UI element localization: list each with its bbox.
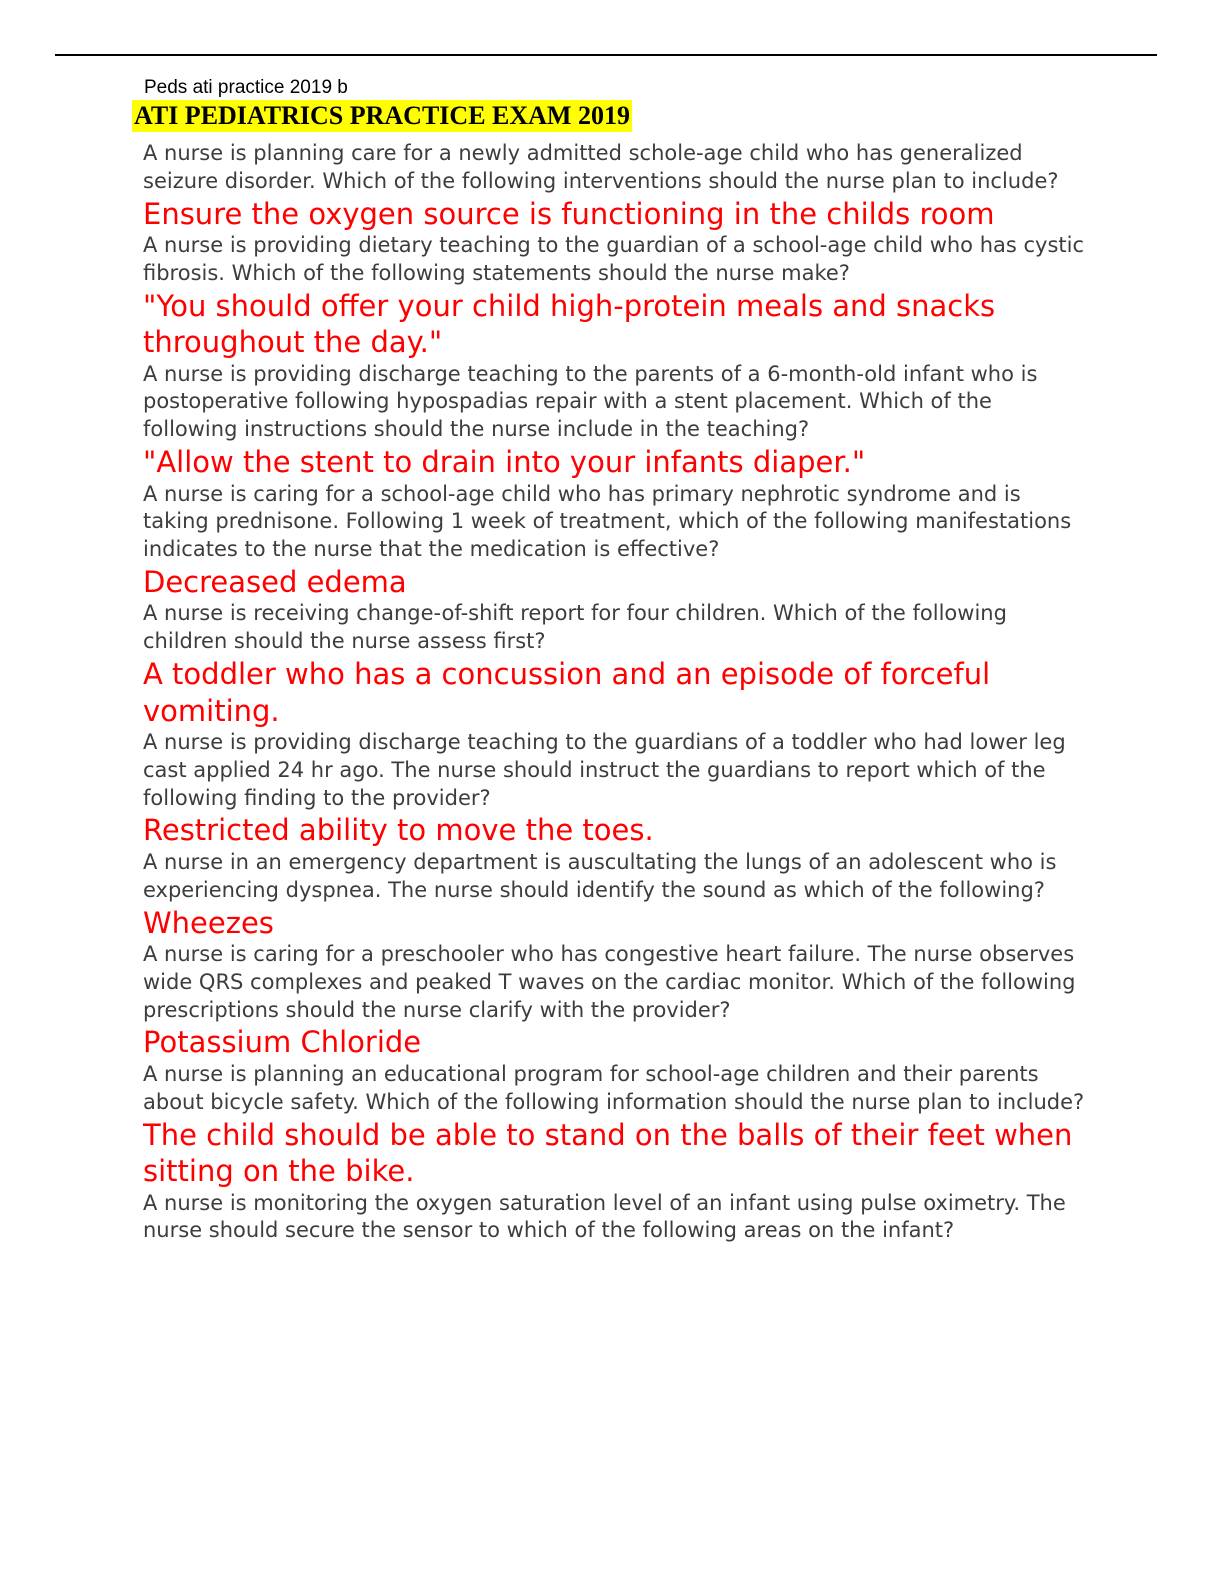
question-1: A nurse is planning care for a newly admitted schole-age child who has generalized seizure disorder. Which of the following interventions should the nurse plan to include? [143,141,1059,193]
question-9: A nurse is planning an educational program for school-age children and their parents about bicycle safety. Which of the following information should the nurse plan to include? [143,1061,1085,1114]
answer-1: Ensure the oxygen source is functioning in the childs room [143,196,995,231]
qa-list [143,140,1093,1245]
answer-7: Wheezes [143,905,274,940]
question-7: A nurse in an emergency department is auscultating the lungs of an adolescent who is experiencing dyspnea. The nurse should identify the sound as which of the following? [143,849,1057,902]
answer-2: "You should offer your child high-protein meals and snacks throughout the day." [143,288,996,360]
answer-9: The child should be able to stand on the balls of their feet when sitting on the bike. [143,1117,1073,1189]
header-rule [55,54,1157,56]
answer-8: Potassium Chloride [143,1025,422,1060]
answer-6: Restricted ability to move the toes. [143,813,654,848]
answer-4: Decreased edema [143,564,407,599]
question-6: A nurse is providing discharge teaching to the guardians of a toddler who had lower leg cast applied 24 hr ago. The nurse should instruct the guardians to report which of the following finding to the provider? [143,730,1066,810]
question-4: A nurse is caring for a school-age child who has primary nephrotic syndrome and is taking prednisone. Following 1 week of treatment, which of the following manifestations indicates to the nurse that the medication is effective? [143,481,1072,562]
question-8: A nurse is caring for a preschooler who has congestive heart failure. The nurse observes wide QRS complexes and peaked T waves on the cardiac monitor. Which of the following prescriptions should the nurse clarify with the provider? [143,942,1076,1022]
answer-3: "Allow the stent to drain into your infants diaper." [143,445,866,480]
document-subtitle: Peds ati practice 2019 b [144,77,348,98]
question-10: A nurse is monitoring the oxygen saturation level of an infant using pulse oximetry. The nurse should secure the sensor to which of the following areas on the infant? [143,1190,1066,1243]
question-3: A nurse is providing discharge teaching to the parents of a 6-month-old infant who is postoperative following hypospadias repair with a stent placement. Which of the following instructions should the nurse include in the teaching? [143,361,1038,442]
question-5: A nurse is receiving change-of-shift report for four children. Which of the following children should the nurse assess first? [143,601,1007,654]
question-2: A nurse is providing dietary teaching to the guardian of a school-age child who has cystic fibrosis. Which of the following statements should the nurse make? [143,233,1085,285]
answer-5: A toddler who has a concussion and an episode of forceful vomiting. [143,657,991,728]
document-title: ATI PEDIATRICS PRACTICE EXAM 2019 [134,101,630,130]
